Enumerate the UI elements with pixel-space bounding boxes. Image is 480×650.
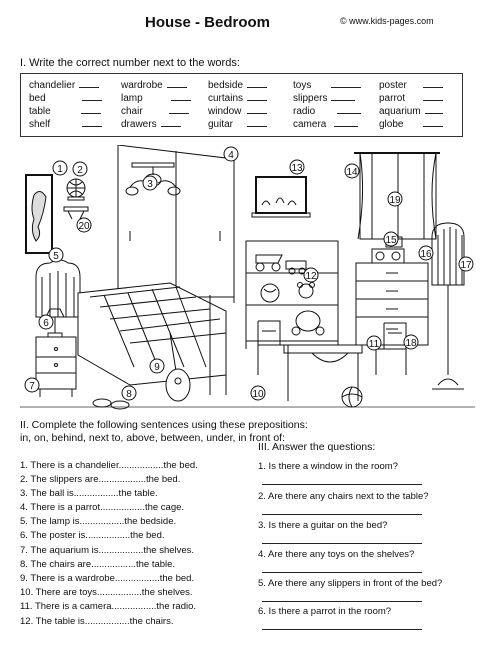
answer-blank[interactable] xyxy=(331,80,361,88)
answer-blank[interactable] xyxy=(81,106,101,114)
svg-text:10: 10 xyxy=(252,389,264,400)
word-item xyxy=(208,106,267,117)
question-item: 2. Are there any chairs next to the table? xyxy=(258,491,429,502)
label-10 xyxy=(251,386,265,400)
word-label: bed xyxy=(29,93,46,104)
word-item xyxy=(121,119,181,130)
section1-instruction: I. Write the correct number next to the words: xyxy=(20,57,240,69)
word-label: shelf xyxy=(29,119,51,130)
radio xyxy=(372,249,404,263)
label-5 xyxy=(49,248,63,262)
sentence-item: 1. There is a chandelier.................the bed. xyxy=(20,460,198,471)
question-item: 4. Are there any toys on the shelves? xyxy=(258,549,415,560)
answer-line[interactable] xyxy=(262,543,422,544)
bedside xyxy=(36,337,76,397)
word-label: camera xyxy=(293,119,327,130)
ball xyxy=(342,387,362,407)
word-item xyxy=(208,80,267,91)
word-label: curtains xyxy=(208,93,244,104)
svg-text:3: 3 xyxy=(147,179,153,190)
label-17 xyxy=(459,257,473,271)
word-item xyxy=(293,106,361,117)
label-6 xyxy=(39,315,53,329)
answer-blank[interactable] xyxy=(171,93,191,101)
answer-blank[interactable] xyxy=(331,93,355,101)
copyright-notice: © www.kids-pages.com xyxy=(340,16,434,26)
svg-text:6: 6 xyxy=(43,318,49,329)
bedroom-illustration xyxy=(20,145,475,415)
svg-text:7: 7 xyxy=(29,381,35,392)
sentence-item: 12. The table is.................the chairs. xyxy=(20,616,174,627)
wardrobe xyxy=(118,145,234,303)
table xyxy=(284,345,362,401)
svg-text:16: 16 xyxy=(420,249,432,260)
question-item: 5. Are there any slippers in front of the bed? xyxy=(258,578,443,589)
answer-line[interactable] xyxy=(262,572,422,573)
word-label: wardrobe xyxy=(121,80,163,91)
word-item xyxy=(208,119,267,130)
answer-blank[interactable] xyxy=(247,80,267,88)
word-label: bedside xyxy=(208,80,244,91)
word-item xyxy=(293,80,361,91)
answer-blank[interactable] xyxy=(334,119,358,127)
label-14 xyxy=(345,164,359,178)
label-20 xyxy=(77,218,91,232)
label-3 xyxy=(143,176,157,190)
label-1 xyxy=(53,161,67,175)
globe xyxy=(67,179,85,200)
toys xyxy=(256,255,306,302)
word-item xyxy=(379,106,443,117)
label-13 xyxy=(290,160,304,174)
question-item: 3. Is there a guitar on the bed? xyxy=(258,520,388,531)
parrot-cage xyxy=(432,223,464,389)
word-label: toys xyxy=(293,80,312,91)
answer-blank[interactable] xyxy=(425,106,443,114)
answer-line[interactable] xyxy=(262,514,422,515)
svg-text:12: 12 xyxy=(305,271,317,282)
word-item xyxy=(29,119,102,130)
word-item xyxy=(29,80,99,91)
word-item xyxy=(121,80,187,91)
word-item xyxy=(293,119,358,130)
question-item: 1. Is there a window in the room? xyxy=(258,461,398,472)
word-item xyxy=(293,93,355,104)
word-item xyxy=(379,80,443,91)
svg-text:11: 11 xyxy=(368,339,380,350)
label-15 xyxy=(384,232,398,246)
svg-text:18: 18 xyxy=(405,338,417,349)
sentence-item: 3. The ball is.................the table. xyxy=(20,488,158,499)
label-4 xyxy=(224,147,238,161)
sentence-item: 11. There is a camera.................the radio. xyxy=(20,601,197,612)
label-11 xyxy=(367,336,381,350)
teddy-bear xyxy=(292,283,324,336)
answer-blank[interactable] xyxy=(79,80,99,88)
svg-text:13: 13 xyxy=(291,163,303,174)
label-9 xyxy=(150,359,164,373)
question-item: 6. Is there a parrot in the room? xyxy=(258,606,392,617)
word-item xyxy=(29,106,101,117)
sentence-item: 9. There is a wardrobe.................the bed. xyxy=(20,573,195,584)
svg-text:15: 15 xyxy=(385,235,397,246)
word-label: parrot xyxy=(379,93,406,104)
word-box xyxy=(20,73,463,137)
word-label: radio xyxy=(293,106,316,117)
sentence-item: 7. The aquarium is.................the shelves. xyxy=(20,545,195,556)
svg-text:1: 1 xyxy=(57,164,63,175)
sentence-item: 2. The slippers are..................the bed. xyxy=(20,474,181,485)
word-item xyxy=(379,93,443,104)
sentence-item: 5. The lamp is.................the bedside. xyxy=(20,516,177,527)
word-label: chair xyxy=(121,106,143,117)
svg-text:8: 8 xyxy=(126,389,132,400)
word-label: lamp xyxy=(121,93,143,104)
answer-blank[interactable] xyxy=(82,119,102,127)
answer-blank[interactable] xyxy=(423,80,443,88)
answer-blank[interactable] xyxy=(337,106,361,114)
word-label: slippers xyxy=(293,93,328,104)
section3-instruction: III. Answer the questions: xyxy=(258,441,376,453)
word-label: window xyxy=(208,106,242,117)
sentence-item: 10. There are toys.................the shelves. xyxy=(20,587,193,598)
poster xyxy=(26,175,52,253)
answer-blank[interactable] xyxy=(167,80,187,88)
answer-blank[interactable] xyxy=(247,106,267,114)
sentence-item: 6. The poster is.................the bed. xyxy=(20,530,165,541)
word-item xyxy=(379,119,443,130)
svg-text:19: 19 xyxy=(389,195,401,206)
sentence-item: 8. The chairs are.................the table. xyxy=(20,559,176,570)
svg-text:20: 20 xyxy=(78,221,90,232)
word-label: table xyxy=(29,106,51,117)
svg-text:4: 4 xyxy=(228,150,234,161)
answer-blank[interactable] xyxy=(423,119,443,127)
svg-text:2: 2 xyxy=(77,165,83,176)
chair-right xyxy=(376,323,406,375)
answer-blank[interactable] xyxy=(247,119,267,127)
svg-text:9: 9 xyxy=(154,362,160,373)
word-label: aquarium xyxy=(379,106,421,117)
answer-blank[interactable] xyxy=(161,119,181,127)
worksheet-title: House - Bedroom xyxy=(145,14,271,31)
word-item xyxy=(29,93,102,104)
answer-blank[interactable] xyxy=(247,93,267,101)
label-2 xyxy=(73,162,87,176)
word-item xyxy=(121,93,191,104)
aquarium xyxy=(252,177,310,217)
word-item xyxy=(121,106,189,117)
svg-text:14: 14 xyxy=(346,167,358,178)
answer-blank[interactable] xyxy=(423,93,443,101)
answer-line[interactable] xyxy=(262,484,422,485)
section2-instruction: II. Complete the following sentences using these prepositions: in, on, behind, next to, above, between, under, in front of: xyxy=(20,419,308,444)
label-7 xyxy=(25,378,39,392)
word-label: drawers xyxy=(121,119,157,130)
label-16 xyxy=(419,246,433,260)
word-label: poster xyxy=(379,80,407,91)
word-label: guitar xyxy=(208,119,234,130)
word-label: globe xyxy=(379,119,404,130)
label-8 xyxy=(122,386,136,400)
answer-blank[interactable] xyxy=(82,93,102,101)
svg-text:17: 17 xyxy=(460,260,472,271)
wall-shelf xyxy=(64,207,88,219)
svg-text:5: 5 xyxy=(53,251,59,262)
word-item xyxy=(208,93,267,104)
label-12 xyxy=(304,268,318,282)
sentence-item: 4. There is a parrot.................the cage. xyxy=(20,502,185,513)
answer-blank[interactable] xyxy=(169,106,189,114)
label-19 xyxy=(388,192,402,206)
answer-line[interactable] xyxy=(262,629,422,630)
label-18 xyxy=(404,335,418,349)
answer-line[interactable] xyxy=(262,601,422,602)
word-label: chandelier xyxy=(29,80,76,91)
